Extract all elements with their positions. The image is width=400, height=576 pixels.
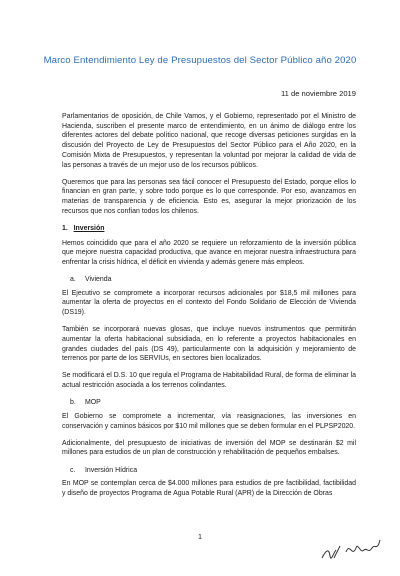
subsection-heading-mop xyxy=(70,398,356,408)
paragraph-inversion: Hemos coincidido que para el año 2020 se requiere un reforzamiento de la inversión pública que mejore nuestra capacidad productiva, que avance en mejorar nuestra infraestructura para enfrentar la crisis hídrica, el déficit en vivienda y además genere más empleos. xyxy=(62,239,356,266)
paragraph-intro: Parlamentarios de oposición, de Chile Vamos, y el Gobierno, representado por el Ministro de Hacienda, suscriben el presente marco de entendimiento, en un ánimo de diálogo entre los diferentes actores del debate político nacional, que recoge diversas peticiones surgidas en la discusión del Proyecto de Ley de Presupuestos del Sector Público para el Año 2020, en la Comisión Mixta de Presupuestos, y representan la voluntad por mejorar la calidad de vida de las personas a través de un mejor uso de los recursos públicos. xyxy=(62,113,356,169)
page-number: 1 xyxy=(198,532,202,541)
paragraph-vivienda-3: Se modificará el D.S. 10 que regula el Programa de Habitabilidad Rural, de forma de eliminar la actual restricción asociada a los terrenos colindantes. xyxy=(62,372,356,390)
subsection-letter: c. xyxy=(70,466,76,474)
paragraph-transparency: Queremos que para las personas sea fácil conocer el Presupuesto del Estado, porque ellos lo financian en gran parte, y sobre todo porque es lo que corresponde. Por eso, avanzamos en materias de transparencia y de eficiencia. Esto es, asegurar la mejor priorización de los recursos que nos confían todos los chilenos. xyxy=(62,178,356,215)
subsection-letter: a. xyxy=(70,276,76,284)
section-number: 1. xyxy=(62,224,68,232)
subsection-title: Inversión Hídrica xyxy=(85,466,138,474)
paragraph-hidrica: En MOP se contemplan cerca de $4.000 millones para estudios de pre factibilidad, factibilidad y diseño de proyectos Programa de Agua Potable Rural (APR) de la Dirección de Obras xyxy=(62,480,356,497)
paragraph-mop-1: El Gobierno se compromete a incrementar, vía reasignaciones, las inversiones en conservación y caminos básicos por $10 mil millones que se deben formular en el PLPSP2020. xyxy=(62,412,356,430)
section-title: Inversión xyxy=(73,224,105,232)
document-title: Marco Entendimiento Ley de Presupuestos del Sector Público año 2020 xyxy=(43,55,357,66)
paragraph-vivienda-2: También se incorporará nuevas glosas, que incluye nuevos instrumentos que permitirán aumentar la oferta habitacional subsidiada, en lo referente a proyectos habitacionales en grandes ciudades del país (DS 49), particularmente con la adquisición y mejoramiento de terrenos por parte de los SERVIUs, en sectores bien localizados. xyxy=(62,326,356,363)
paragraph-mop-2: Adicionalmente, del presupuesto de iniciativas de inversión del MOP se destinarán $2 mil millones para estudios de un plan de construcción y rehabilitación de pequeños embalses. xyxy=(62,439,356,457)
document-date: 11 de noviembre 2019 xyxy=(280,89,356,98)
subsection-letter: b. xyxy=(70,399,76,407)
section-heading-inversion xyxy=(62,224,356,234)
paragraph-vivienda-1: El Ejecutivo se compromete a incorporar recursos adicionales por $18,5 mil millones para aumentar la oferta de proyectos en el contexto del Fondo Solidario de Elección de Vivienda (DS19). xyxy=(62,289,356,317)
handwritten-signature xyxy=(320,528,384,566)
subsection-title: MOP xyxy=(85,399,101,407)
subsection-heading-inversion-hidrica xyxy=(70,466,356,476)
subsection-heading-vivienda xyxy=(70,275,356,285)
document-body xyxy=(62,112,356,506)
subsection-title: Vivienda xyxy=(85,276,112,284)
